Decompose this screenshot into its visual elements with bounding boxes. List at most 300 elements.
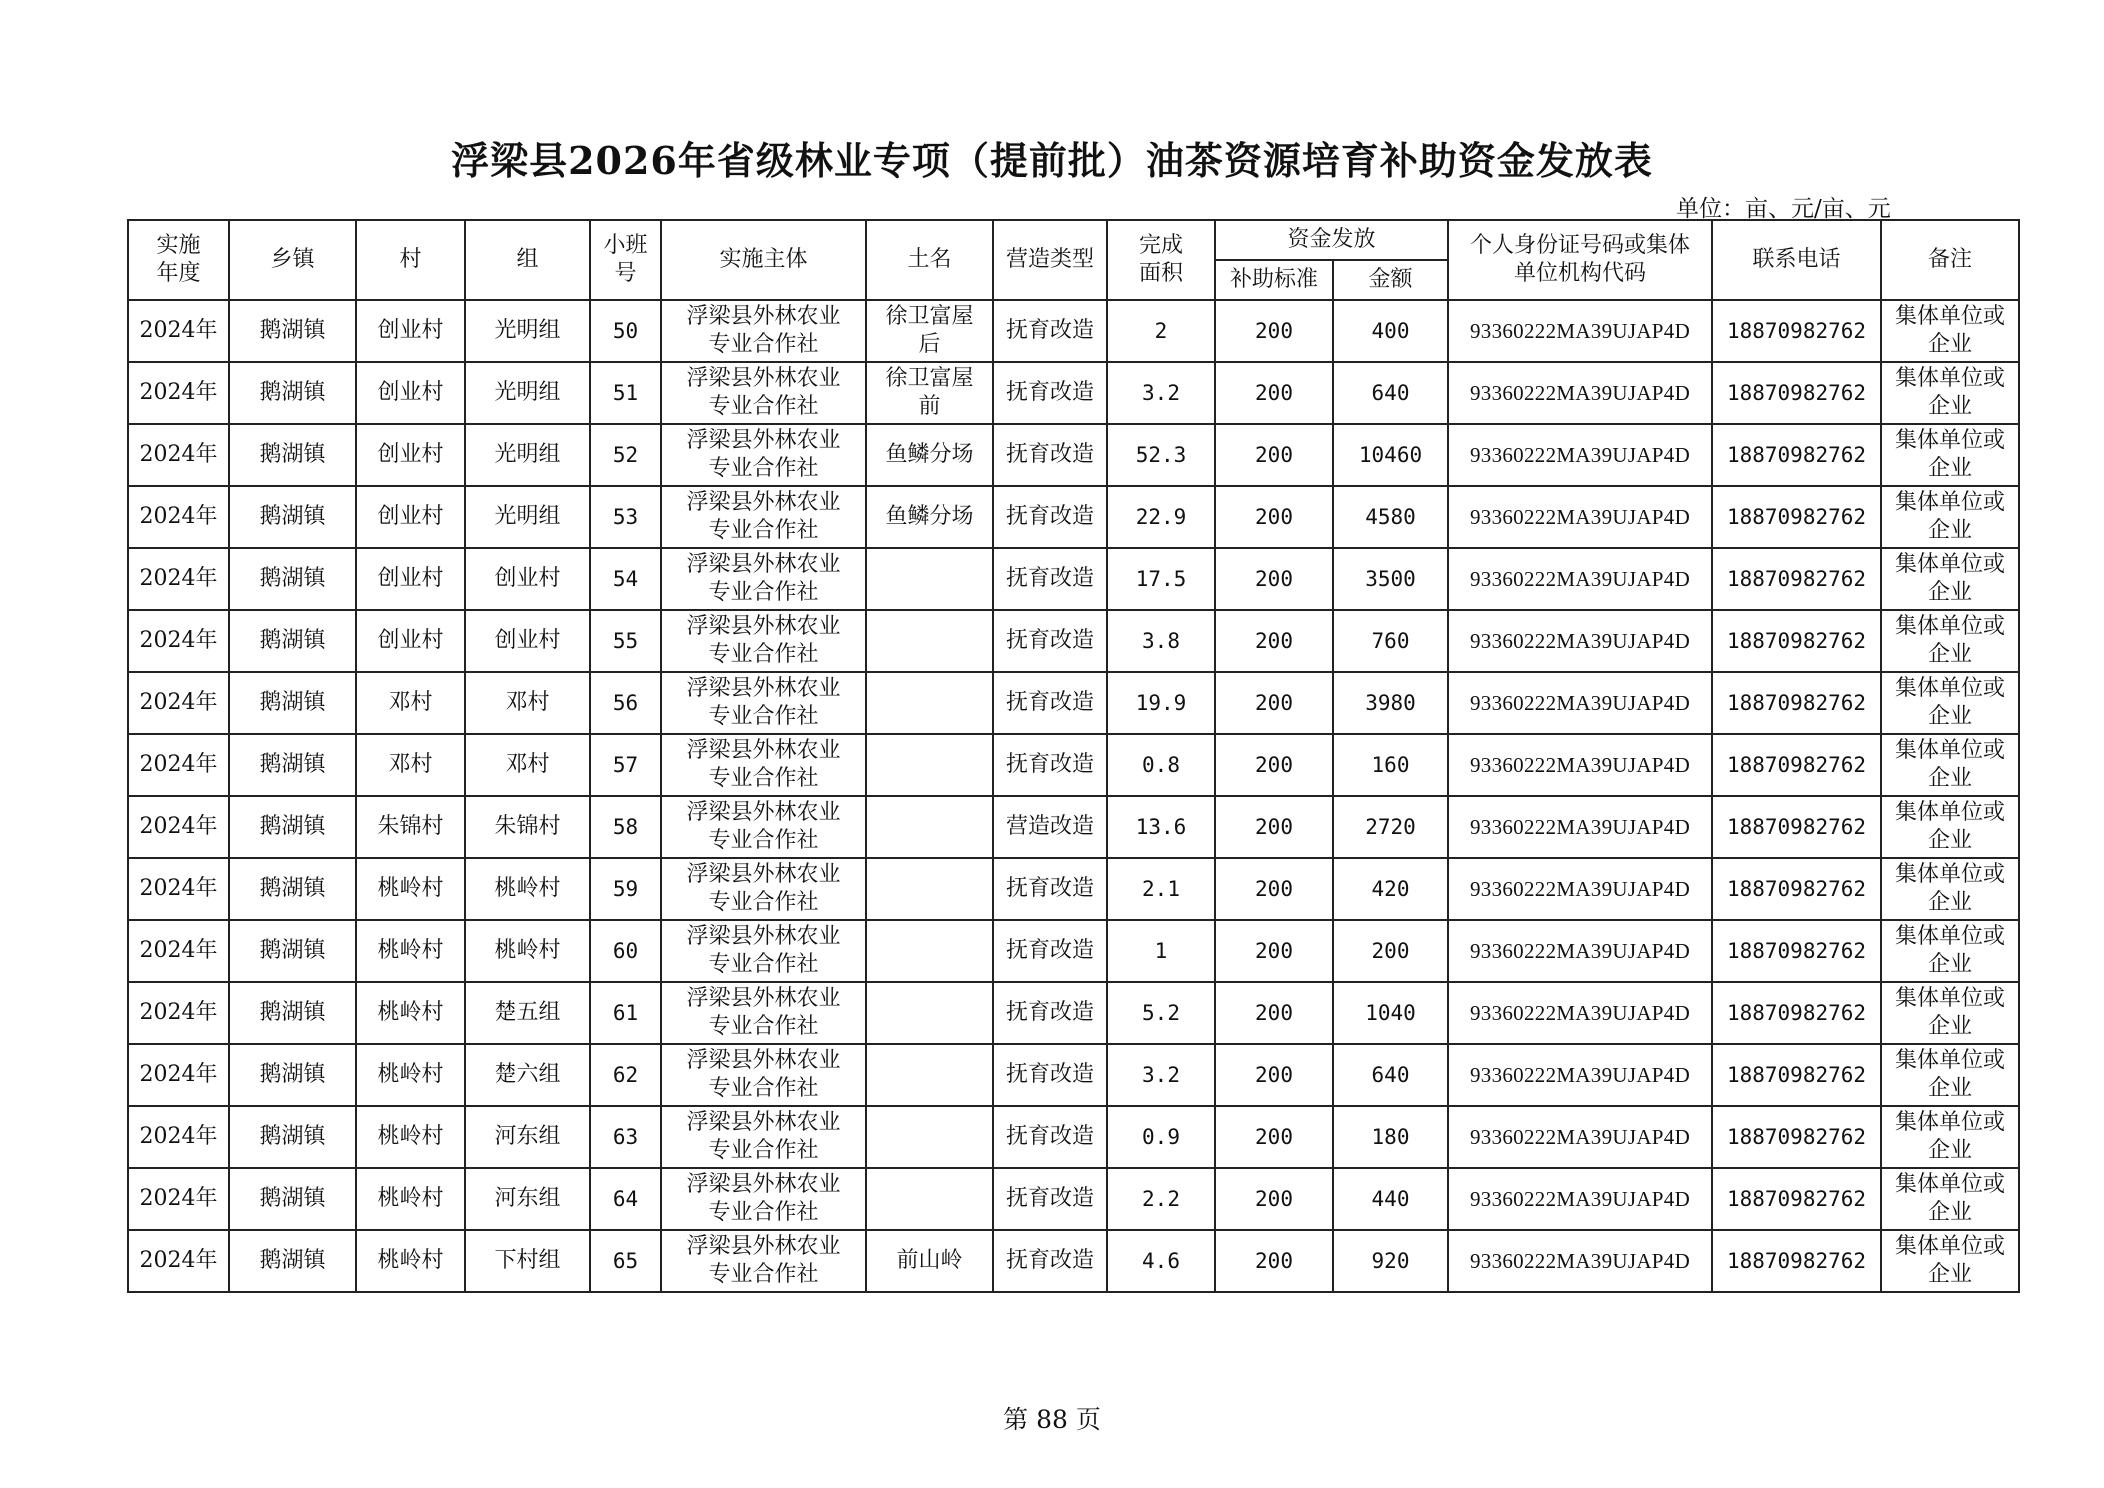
cell-area: 0.9 (1107, 1106, 1215, 1168)
cell-group: 光明组 (465, 486, 590, 548)
cell-amount: 640 (1333, 1044, 1448, 1106)
cell-area: 3.2 (1107, 1044, 1215, 1106)
cell-place (866, 1168, 993, 1230)
cell-group: 桃岭村 (465, 858, 590, 920)
cell-group: 邓村 (465, 734, 590, 796)
cell-type: 抚育改造 (993, 672, 1107, 734)
cell-village: 桃岭村 (356, 920, 465, 982)
cell-code: 93360222MA39UJAP4D (1448, 734, 1712, 796)
cell-remark-line1: 集体单位或 (1895, 490, 2006, 515)
cell-code: 93360222MA39UJAP4D (1448, 858, 1712, 920)
cell-code: 93360222MA39UJAP4D (1448, 920, 1712, 982)
cell-area: 22.9 (1107, 486, 1215, 548)
cell-code: 93360222MA39UJAP4D (1448, 610, 1712, 672)
cell-place-line1: 前山岭 (896, 1248, 963, 1273)
header-plot-line1: 小班 (603, 233, 648, 258)
table-row (128, 858, 2019, 920)
cell-remark-line1: 集体单位或 (1895, 676, 2006, 701)
cell-group: 楚五组 (465, 982, 590, 1044)
cell-area: 52.3 (1107, 424, 1215, 486)
cell-town: 鹅湖镇 (229, 920, 356, 982)
cell-plot: 58 (590, 796, 661, 858)
cell-remark (1881, 362, 2019, 424)
cell-place (866, 610, 993, 672)
cell-code: 93360222MA39UJAP4D (1448, 424, 1712, 486)
cell-entity (661, 1230, 866, 1292)
cell-remark-line1: 集体单位或 (1895, 1234, 2006, 1259)
cell-type: 营造改造 (993, 796, 1107, 858)
cell-remark (1881, 300, 2019, 362)
cell-entity-line1: 浮梁县外林农业 (686, 986, 841, 1011)
cell-year: 2024年 (128, 1106, 229, 1168)
cell-phone: 18870982762 (1712, 610, 1881, 672)
cell-standard: 200 (1215, 1230, 1333, 1292)
cell-entity (661, 424, 866, 486)
cell-year: 2024年 (128, 920, 229, 982)
table-row (128, 610, 2019, 672)
cell-entity-line1: 浮梁县外林农业 (686, 1172, 841, 1197)
table-row (128, 1044, 2019, 1106)
cell-entity (661, 362, 866, 424)
cell-area: 3.8 (1107, 610, 1215, 672)
cell-year: 2024年 (128, 1168, 229, 1230)
cell-amount: 440 (1333, 1168, 1448, 1230)
cell-entity-line2: 专业合作社 (708, 394, 819, 419)
unit-note: 单位：亩、元/亩、元 (1676, 196, 1891, 222)
cell-area: 1 (1107, 920, 1215, 982)
cell-town: 鹅湖镇 (229, 1168, 356, 1230)
cell-entity (661, 610, 866, 672)
cell-remark (1881, 796, 2019, 858)
cell-phone: 18870982762 (1712, 920, 1881, 982)
header-id-code-line2: 单位机构代码 (1514, 261, 1647, 286)
cell-entity-line2: 专业合作社 (708, 704, 819, 729)
cell-standard: 200 (1215, 424, 1333, 486)
cell-entity (661, 1168, 866, 1230)
cell-place (866, 486, 993, 548)
cell-entity-line2: 专业合作社 (708, 1138, 819, 1163)
cell-standard: 200 (1215, 734, 1333, 796)
cell-town: 鹅湖镇 (229, 362, 356, 424)
header-plot-line2: 号 (614, 261, 637, 286)
cell-phone: 18870982762 (1712, 362, 1881, 424)
cell-amount: 760 (1333, 610, 1448, 672)
cell-entity-line1: 浮梁县外林农业 (686, 862, 841, 887)
cell-phone: 18870982762 (1712, 1106, 1881, 1168)
cell-entity (661, 300, 866, 362)
cell-standard: 200 (1215, 796, 1333, 858)
cell-remark-line1: 集体单位或 (1895, 428, 2006, 453)
cell-remark (1881, 858, 2019, 920)
cell-group: 桃岭村 (465, 920, 590, 982)
cell-town: 鹅湖镇 (229, 858, 356, 920)
table-row (128, 362, 2019, 424)
page-title: 浮梁县2026年省级林业专项（提前批）油茶资源培育补助资金发放表 (451, 138, 1653, 183)
cell-area: 2.1 (1107, 858, 1215, 920)
cell-type: 抚育改造 (993, 424, 1107, 486)
cell-remark-line2: 企业 (1928, 828, 1973, 853)
cell-place-line1: 徐卫富屋 (885, 304, 974, 329)
cell-type: 抚育改造 (993, 610, 1107, 672)
cell-code: 93360222MA39UJAP4D (1448, 1230, 1712, 1292)
cell-remark-line2: 企业 (1928, 1076, 1973, 1101)
cell-code: 93360222MA39UJAP4D (1448, 486, 1712, 548)
cell-code: 93360222MA39UJAP4D (1448, 362, 1712, 424)
cell-town: 鹅湖镇 (229, 796, 356, 858)
table-row (128, 1168, 2019, 1230)
cell-remark-line1: 集体单位或 (1895, 552, 2006, 577)
cell-area: 3.2 (1107, 362, 1215, 424)
cell-plot: 60 (590, 920, 661, 982)
cell-entity-line1: 浮梁县外林农业 (686, 1110, 841, 1135)
cell-remark-line1: 集体单位或 (1895, 304, 2006, 329)
cell-phone: 18870982762 (1712, 858, 1881, 920)
cell-remark-line2: 企业 (1928, 1200, 1973, 1225)
cell-code: 93360222MA39UJAP4D (1448, 672, 1712, 734)
cell-village: 创业村 (356, 362, 465, 424)
header-year (128, 220, 229, 300)
cell-amount: 400 (1333, 300, 1448, 362)
header-standard: 补助标准 (1215, 260, 1333, 300)
cell-remark-line2: 企业 (1928, 1138, 1973, 1163)
cell-town: 鹅湖镇 (229, 672, 356, 734)
cell-group: 楚六组 (465, 1044, 590, 1106)
cell-standard: 200 (1215, 672, 1333, 734)
table-row (128, 796, 2019, 858)
cell-amount: 3500 (1333, 548, 1448, 610)
cell-plot: 65 (590, 1230, 661, 1292)
cell-standard: 200 (1215, 858, 1333, 920)
cell-entity-line2: 专业合作社 (708, 1200, 819, 1225)
cell-village: 邓村 (356, 672, 465, 734)
cell-entity-line1: 浮梁县外林农业 (686, 800, 841, 825)
cell-town: 鹅湖镇 (229, 982, 356, 1044)
cell-year: 2024年 (128, 672, 229, 734)
header-amount: 金额 (1333, 260, 1448, 300)
cell-town: 鹅湖镇 (229, 300, 356, 362)
cell-remark-line1: 集体单位或 (1895, 738, 2006, 763)
cell-remark (1881, 982, 2019, 1044)
cell-remark-line2: 企业 (1928, 1262, 1973, 1287)
cell-town: 鹅湖镇 (229, 734, 356, 796)
cell-entity-line2: 专业合作社 (708, 580, 819, 605)
cell-phone: 18870982762 (1712, 734, 1881, 796)
cell-year: 2024年 (128, 362, 229, 424)
cell-remark (1881, 1230, 2019, 1292)
header-town: 乡镇 (229, 220, 356, 300)
cell-remark-line2: 企业 (1928, 518, 1973, 543)
cell-group: 光明组 (465, 300, 590, 362)
cell-entity-line1: 浮梁县外林农业 (686, 428, 841, 453)
cell-group: 河东组 (465, 1106, 590, 1168)
cell-year: 2024年 (128, 424, 229, 486)
cell-phone: 18870982762 (1712, 300, 1881, 362)
cell-remark-line1: 集体单位或 (1895, 986, 2006, 1011)
header-group: 组 (465, 220, 590, 300)
cell-amount: 2720 (1333, 796, 1448, 858)
cell-remark (1881, 1168, 2019, 1230)
header-phone: 联系电话 (1712, 220, 1881, 300)
cell-group: 光明组 (465, 424, 590, 486)
cell-area: 17.5 (1107, 548, 1215, 610)
cell-remark (1881, 486, 2019, 548)
cell-entity-line2: 专业合作社 (708, 1076, 819, 1101)
cell-standard: 200 (1215, 1106, 1333, 1168)
cell-phone: 18870982762 (1712, 796, 1881, 858)
cell-town: 鹅湖镇 (229, 1230, 356, 1292)
cell-standard: 200 (1215, 920, 1333, 982)
cell-area: 2 (1107, 300, 1215, 362)
cell-standard: 200 (1215, 300, 1333, 362)
cell-year: 2024年 (128, 982, 229, 1044)
cell-amount: 4580 (1333, 486, 1448, 548)
table-row (128, 734, 2019, 796)
cell-group: 朱锦村 (465, 796, 590, 858)
cell-standard: 200 (1215, 548, 1333, 610)
cell-entity-line2: 专业合作社 (708, 828, 819, 853)
cell-standard: 200 (1215, 982, 1333, 1044)
cell-plot: 62 (590, 1044, 661, 1106)
cell-group: 创业村 (465, 548, 590, 610)
cell-place (866, 920, 993, 982)
cell-place (866, 734, 993, 796)
cell-plot: 64 (590, 1168, 661, 1230)
cell-area: 5.2 (1107, 982, 1215, 1044)
cell-type: 抚育改造 (993, 1230, 1107, 1292)
cell-type: 抚育改造 (993, 486, 1107, 548)
cell-entity (661, 858, 866, 920)
cell-type: 抚育改造 (993, 920, 1107, 982)
cell-entity-line2: 专业合作社 (708, 456, 819, 481)
cell-remark (1881, 672, 2019, 734)
cell-year: 2024年 (128, 1230, 229, 1292)
cell-entity-line1: 浮梁县外林农业 (686, 1048, 841, 1073)
cell-place (866, 982, 993, 1044)
cell-entity-line2: 专业合作社 (708, 1262, 819, 1287)
cell-entity-line2: 专业合作社 (708, 332, 819, 357)
cell-year: 2024年 (128, 1044, 229, 1106)
cell-amount: 3980 (1333, 672, 1448, 734)
cell-place-line1: 徐卫富屋 (885, 366, 974, 391)
header-id-code-line1: 个人身份证号码或集体 (1470, 233, 1691, 258)
cell-remark (1881, 1044, 2019, 1106)
cell-plot: 59 (590, 858, 661, 920)
cell-area: 19.9 (1107, 672, 1215, 734)
cell-place (866, 858, 993, 920)
cell-plot: 51 (590, 362, 661, 424)
cell-town: 鹅湖镇 (229, 1106, 356, 1168)
cell-village: 邓村 (356, 734, 465, 796)
cell-year: 2024年 (128, 734, 229, 796)
cell-place (866, 796, 993, 858)
cell-type: 抚育改造 (993, 858, 1107, 920)
cell-remark-line2: 企业 (1928, 580, 1973, 605)
table-row (128, 1106, 2019, 1168)
cell-plot: 50 (590, 300, 661, 362)
header-area (1107, 220, 1215, 300)
table-row (128, 1230, 2019, 1292)
cell-plot: 55 (590, 610, 661, 672)
cell-year: 2024年 (128, 300, 229, 362)
cell-entity-line1: 浮梁县外林农业 (686, 614, 841, 639)
cell-type: 抚育改造 (993, 1044, 1107, 1106)
cell-standard: 200 (1215, 610, 1333, 672)
cell-place-line2: 前 (918, 394, 941, 419)
cell-code: 93360222MA39UJAP4D (1448, 1044, 1712, 1106)
cell-town: 鹅湖镇 (229, 486, 356, 548)
cell-village: 桃岭村 (356, 982, 465, 1044)
cell-phone: 18870982762 (1712, 424, 1881, 486)
cell-type: 抚育改造 (993, 1168, 1107, 1230)
cell-code: 93360222MA39UJAP4D (1448, 982, 1712, 1044)
cell-entity (661, 486, 866, 548)
cell-entity-line1: 浮梁县外林农业 (686, 304, 841, 329)
cell-code: 93360222MA39UJAP4D (1448, 300, 1712, 362)
cell-type: 抚育改造 (993, 548, 1107, 610)
cell-phone: 18870982762 (1712, 548, 1881, 610)
cell-remark (1881, 734, 2019, 796)
cell-remark-line1: 集体单位或 (1895, 800, 2006, 825)
cell-year: 2024年 (128, 796, 229, 858)
cell-remark (1881, 610, 2019, 672)
header-entity: 实施主体 (661, 220, 866, 300)
cell-entity-line2: 专业合作社 (708, 766, 819, 791)
header-area-line1: 完成 (1138, 233, 1183, 258)
cell-remark-line2: 企业 (1928, 766, 1973, 791)
cell-group: 光明组 (465, 362, 590, 424)
cell-type: 抚育改造 (993, 1106, 1107, 1168)
cell-amount: 1040 (1333, 982, 1448, 1044)
cell-remark-line2: 企业 (1928, 456, 1973, 481)
cell-year: 2024年 (128, 486, 229, 548)
cell-place (866, 424, 993, 486)
cell-area: 0.8 (1107, 734, 1215, 796)
cell-place-line2: 后 (918, 332, 941, 357)
cell-entity (661, 982, 866, 1044)
cell-plot: 53 (590, 486, 661, 548)
cell-remark-line2: 企业 (1928, 952, 1973, 977)
cell-entity (661, 796, 866, 858)
cell-group: 邓村 (465, 672, 590, 734)
cell-entity-line2: 专业合作社 (708, 1014, 819, 1039)
cell-entity-line1: 浮梁县外林农业 (686, 366, 841, 391)
cell-town: 鹅湖镇 (229, 1044, 356, 1106)
cell-remark (1881, 920, 2019, 982)
cell-type: 抚育改造 (993, 300, 1107, 362)
cell-standard: 200 (1215, 1168, 1333, 1230)
cell-code: 93360222MA39UJAP4D (1448, 548, 1712, 610)
cell-village: 创业村 (356, 424, 465, 486)
cell-plot: 57 (590, 734, 661, 796)
header-plot (590, 220, 661, 300)
cell-remark-line1: 集体单位或 (1895, 614, 2006, 639)
cell-town: 鹅湖镇 (229, 610, 356, 672)
cell-village: 创业村 (356, 548, 465, 610)
header-year-line1: 实施 (156, 233, 201, 258)
cell-type: 抚育改造 (993, 734, 1107, 796)
cell-remark (1881, 424, 2019, 486)
cell-village: 桃岭村 (356, 1044, 465, 1106)
cell-entity-line2: 专业合作社 (708, 952, 819, 977)
cell-village: 桃岭村 (356, 1106, 465, 1168)
cell-plot: 56 (590, 672, 661, 734)
cell-remark-line2: 企业 (1928, 1014, 1973, 1039)
cell-amount: 180 (1333, 1106, 1448, 1168)
cell-area: 13.6 (1107, 796, 1215, 858)
cell-entity-line1: 浮梁县外林农业 (686, 738, 841, 763)
cell-year: 2024年 (128, 548, 229, 610)
cell-entity (661, 734, 866, 796)
cell-remark-line2: 企业 (1928, 890, 1973, 915)
cell-village: 创业村 (356, 486, 465, 548)
cell-group: 创业村 (465, 610, 590, 672)
cell-standard: 200 (1215, 486, 1333, 548)
cell-phone: 18870982762 (1712, 1230, 1881, 1292)
header-place: 土名 (866, 220, 993, 300)
cell-phone: 18870982762 (1712, 1168, 1881, 1230)
cell-entity (661, 1106, 866, 1168)
cell-town: 鹅湖镇 (229, 424, 356, 486)
cell-area: 4.6 (1107, 1230, 1215, 1292)
cell-village: 桃岭村 (356, 1230, 465, 1292)
cell-amount: 200 (1333, 920, 1448, 982)
table-row (128, 548, 2019, 610)
cell-village: 创业村 (356, 300, 465, 362)
cell-entity (661, 920, 866, 982)
cell-group: 河东组 (465, 1168, 590, 1230)
header-village: 村 (356, 220, 465, 300)
cell-entity-line2: 专业合作社 (708, 890, 819, 915)
cell-remark-line2: 企业 (1928, 332, 1973, 357)
table-header (128, 220, 2019, 300)
cell-phone: 18870982762 (1712, 486, 1881, 548)
cell-amount: 160 (1333, 734, 1448, 796)
header-funds: 资金发放 (1215, 220, 1448, 260)
table-body (128, 300, 2019, 1292)
cell-type: 抚育改造 (993, 362, 1107, 424)
cell-place (866, 672, 993, 734)
cell-entity-line2: 专业合作社 (708, 518, 819, 543)
subsidy-table (127, 219, 2020, 1293)
cell-entity-line1: 浮梁县外林农业 (686, 1234, 841, 1259)
cell-entity (661, 1044, 866, 1106)
cell-code: 93360222MA39UJAP4D (1448, 796, 1712, 858)
cell-plot: 61 (590, 982, 661, 1044)
cell-area: 2.2 (1107, 1168, 1215, 1230)
cell-amount: 420 (1333, 858, 1448, 920)
cell-place (866, 300, 993, 362)
cell-remark-line1: 集体单位或 (1895, 1110, 2006, 1135)
header-remark: 备注 (1881, 220, 2019, 300)
cell-plot: 63 (590, 1106, 661, 1168)
cell-entity-line1: 浮梁县外林农业 (686, 552, 841, 577)
cell-remark-line2: 企业 (1928, 394, 1973, 419)
cell-remark-line1: 集体单位或 (1895, 366, 2006, 391)
cell-town: 鹅湖镇 (229, 548, 356, 610)
table-row (128, 672, 2019, 734)
cell-entity (661, 672, 866, 734)
cell-remark (1881, 1106, 2019, 1168)
cell-standard: 200 (1215, 362, 1333, 424)
cell-amount: 10460 (1333, 424, 1448, 486)
cell-group: 下村组 (465, 1230, 590, 1292)
cell-type: 抚育改造 (993, 982, 1107, 1044)
cell-place (866, 1044, 993, 1106)
table-row (128, 300, 2019, 362)
cell-code: 93360222MA39UJAP4D (1448, 1168, 1712, 1230)
cell-year: 2024年 (128, 858, 229, 920)
cell-plot: 52 (590, 424, 661, 486)
